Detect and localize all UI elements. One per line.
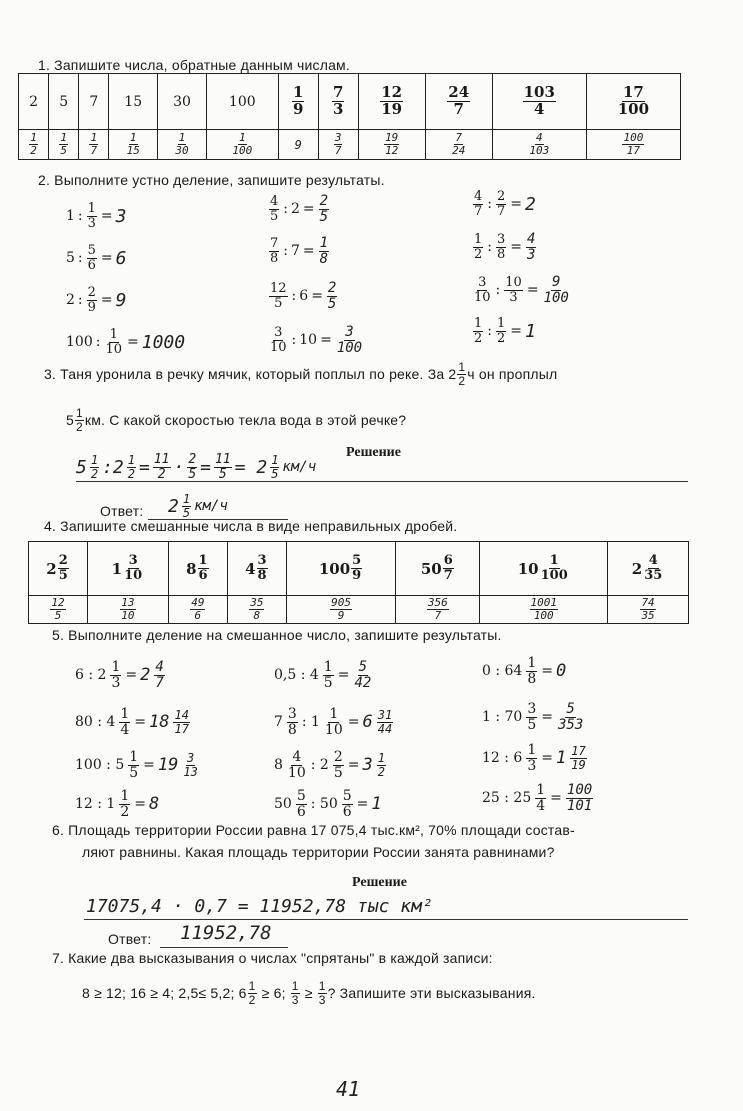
task2-col2-expr-2: $\frac{7}{8}$ : 7 = $\frac{1}{8}$ (270, 235, 329, 267)
reciprocal-cell-row1-3: 7 (79, 74, 109, 130)
reciprocal-cell-row2-5: $\frac{1}{30}$ (158, 130, 207, 160)
task2-col1-expr-2: 5 : $\frac{5}{6}$ = 6 (66, 243, 127, 273)
task6-line2: ляют равнины. Какая площадь территории России занята равнинами? (82, 844, 555, 860)
reciprocal-cell-row2-9: $\frac{19}{12}$ (358, 130, 425, 160)
mixed-number-cell-row1-4: 4 $\frac{3}{8}$ (227, 542, 286, 596)
task2-col3-expr-4: $\frac{1}{2}$ : $\frac{1}{2}$ = 1 (474, 316, 536, 346)
task3-solution-line (76, 481, 688, 482)
task2-col1-expr-3: 2 : $\frac{2}{9}$ = 9 (66, 285, 127, 315)
task6-solution-heading: Решение (352, 875, 407, 890)
reciprocal-cell-row2-7: 9 (278, 130, 318, 160)
task4-prompt: 4. Запишите смешанные числа в виде неправильных дробей. (44, 518, 458, 534)
mixed-numbers-table (28, 541, 689, 624)
task5-expr-10: 1 : 70 $\frac{3}{5}$ = $\frac{5}{353}$ (482, 701, 584, 733)
task2-col3-expr-2: $\frac{1}{2}$ : $\frac{3}{8}$ = $\frac{4}{3}$ (474, 231, 536, 263)
mixed-number-cell-row2-1: $\frac{12}{5}$ (29, 596, 88, 624)
reciprocal-cell-row2-11: $\frac{4}{103}$ (492, 130, 586, 160)
task3-solution: 5 $\frac{1}{2}$ :2 $\frac{1}{2}$ = $\frac{11}{2}$ · $\frac{2}{5}$ = $\frac{11}{5}$ = 2 $\frac{1}{5}$ км/ч (76, 452, 317, 482)
task6-answer-line (160, 947, 288, 948)
task6-answer-label: Ответ: (108, 931, 152, 947)
reciprocal-cell-row1-5: 30 (158, 74, 207, 130)
task6-solution-line (84, 919, 688, 920)
task5-expr-11: 12 : 6 $\frac{1}{3}$ = 1 $\frac{17}{19}$ (482, 742, 586, 774)
task5-prompt: 5. Выполните деление на смешанное число, запишите результаты. (52, 627, 502, 643)
task3-text-line2: 5 $\frac{1}{2}$ км. С какой скоростью текла вода в этой речке? (66, 406, 407, 434)
mixed-number-cell-row1-3: 8 $\frac{1}{6}$ (168, 542, 227, 596)
reciprocal-cell-row1-6: 100 (206, 74, 278, 130)
task5-expr-12: 25 : 25 $\frac{1}{4}$ = $\frac{100}{101}$ (482, 782, 593, 814)
task5-expr-8: 50 $\frac{5}{6}$ : 50 $\frac{5}{6}$ = 1 (274, 788, 382, 820)
reciprocal-cell-row1-10: $\frac{24}{7}$ (425, 74, 492, 130)
task5-expr-7: 8 $\frac{4}{10}$ : 2 $\frac{2}{5}$ = 3 $\frac{1}{2}$ (274, 749, 385, 781)
reciprocal-cell-row1-11: $\frac{103}{4}$ (492, 74, 586, 130)
mixed-number-cell-row2-7: $\frac{1001}{100}$ (480, 596, 608, 624)
task3-answer: 2 $\frac{1}{5}$ км/ч (168, 492, 228, 520)
reciprocal-cell-row1-7: $\frac{1}{9}$ (278, 74, 318, 130)
reciprocal-cell-row2-3: $\frac{1}{7}$ (79, 130, 109, 160)
mixed-number-cell-row2-4: $\frac{35}{8}$ (227, 596, 286, 624)
mixed-number-cell-row2-3: $\frac{49}{6}$ (168, 596, 227, 624)
task3-text-line1: 3. Таня уронила в речку мячик, который поплыл по реке. За 2 $\frac{1}{2}$ ч он проплыл (44, 360, 558, 388)
reciprocal-cell-row2-10: $\frac{7}{24}$ (425, 130, 492, 160)
task1-prompt: 1. Запишите числа, обратные данным числам. (38, 57, 350, 73)
mixed-number-cell-row1-2: 1 $\frac{3}{10}$ (88, 542, 169, 596)
task2-col1-expr-4: 100 : $\frac{1}{10}$ = 1000 (66, 327, 186, 357)
reciprocal-cell-row1-4: 15 (109, 74, 158, 130)
mixed-number-cell-row1-8: 2 $\frac{4}{35}$ (608, 542, 689, 596)
task2-prompt: 2. Выполните устно деление, запишите результаты. (38, 172, 385, 188)
task6-line1: 6. Площадь территории России равна 17 075,4 тыс.км², 70% площади состав- (52, 822, 575, 838)
task7-line1: 7. Какие два высказывания о числах "спрятаны" в каждой записи: (52, 950, 493, 966)
reciprocal-cell-row1-9: $\frac{12}{19}$ (358, 74, 425, 130)
task2-col2-expr-1: $\frac{4}{5}$ : 2 = $\frac{2}{5}$ (270, 193, 329, 225)
mixed-number-cell-row1-1: 2 $\frac{2}{5}$ (29, 542, 88, 596)
task3-answer-label: Ответ: (100, 503, 144, 519)
reciprocal-cell-row2-12: $\frac{100}{17}$ (586, 130, 680, 160)
task2-col2-expr-4: $\frac{3}{10}$ : 10 = $\frac{3}{100}$ (270, 324, 363, 356)
task3-solution-heading: Решение (346, 445, 401, 460)
reciprocal-cell-row1-8: $\frac{7}{3}$ (318, 74, 358, 130)
task5-expr-5: 0,5 : 4 $\frac{1}{5}$ = $\frac{5}{42}$ (274, 659, 372, 691)
task2-col2-expr-3: $\frac{12}{5}$ : 6 = $\frac{2}{5}$ (270, 280, 337, 312)
task5-expr-3: 100 : 5 $\frac{1}{5}$ = 19 $\frac{3}{13}$ (75, 749, 198, 781)
reciprocal-cell-row2-1: $\frac{1}{2}$ (19, 130, 49, 160)
reciprocal-cell-row2-6: $\frac{1}{100}$ (206, 130, 278, 160)
task5-expr-1: 6 : 2 $\frac{1}{3}$ = 2 $\frac{4}{7}$ (75, 659, 164, 691)
task2-col1-expr-1: 1 : $\frac{1}{3}$ = 3 (66, 201, 127, 231)
reciprocal-cell-row2-8: $\frac{3}{7}$ (318, 130, 358, 160)
task5-expr-4: 12 : 1 $\frac{1}{2}$ = 8 (75, 788, 160, 820)
task5-expr-9: 0 : 64 $\frac{1}{8}$ = 0 (482, 655, 567, 687)
task6-answer: 11952,78 (180, 922, 272, 944)
task2-col3-expr-3: $\frac{3}{10}$ : $\frac{10}{3}$ = $\frac{9}{100}$ (474, 274, 569, 306)
mixed-number-cell-row1-6: 50 $\frac{6}{7}$ (396, 542, 480, 596)
task6-solution: 17075,4 · 0,7 = 11952,78 тыс км² (86, 896, 433, 917)
task7-line2: 8 ≥ 12; 16 ≥ 4; 2,5≤ 5,2; 6 $\frac{1}{2}$ ≥ 6; $\frac{1}{3}$ ≥ $\frac{1}{3}$ ? Запишите эти высказывания. (82, 979, 536, 1007)
reciprocal-cell-row2-4: $\frac{1}{15}$ (109, 130, 158, 160)
task2-col3-expr-1: $\frac{4}{7}$ : $\frac{2}{7}$ = 2 (474, 189, 536, 219)
mixed-number-cell-row2-2: $\frac{13}{10}$ (88, 596, 169, 624)
reciprocal-cell-row2-2: $\frac{1}{5}$ (49, 130, 79, 160)
task5-expr-6: 7 $\frac{3}{8}$ : 1 $\frac{1}{10}$ = 6 $\frac{31}{44}$ (274, 706, 393, 738)
mixed-number-cell-row1-5: 100 $\frac{5}{9}$ (286, 542, 395, 596)
reciprocal-cell-row1-12: $\frac{17}{100}$ (586, 74, 680, 130)
mixed-number-cell-row1-7: 10 $\frac{1}{100}$ (480, 542, 608, 596)
mixed-number-cell-row2-8: $\frac{74}{35}$ (608, 596, 689, 624)
mixed-number-cell-row2-6: $\frac{356}{7}$ (396, 596, 480, 624)
reciprocals-table (18, 73, 681, 160)
mixed-number-cell-row2-5: $\frac{905}{9}$ (286, 596, 395, 624)
page-number: 41 (336, 1077, 361, 1101)
task5-expr-2: 80 : 4 $\frac{1}{4}$ = 18 $\frac{14}{17}$ (75, 706, 189, 738)
reciprocal-cell-row1-2: 5 (49, 74, 79, 130)
reciprocal-cell-row1-1: 2 (19, 74, 49, 130)
